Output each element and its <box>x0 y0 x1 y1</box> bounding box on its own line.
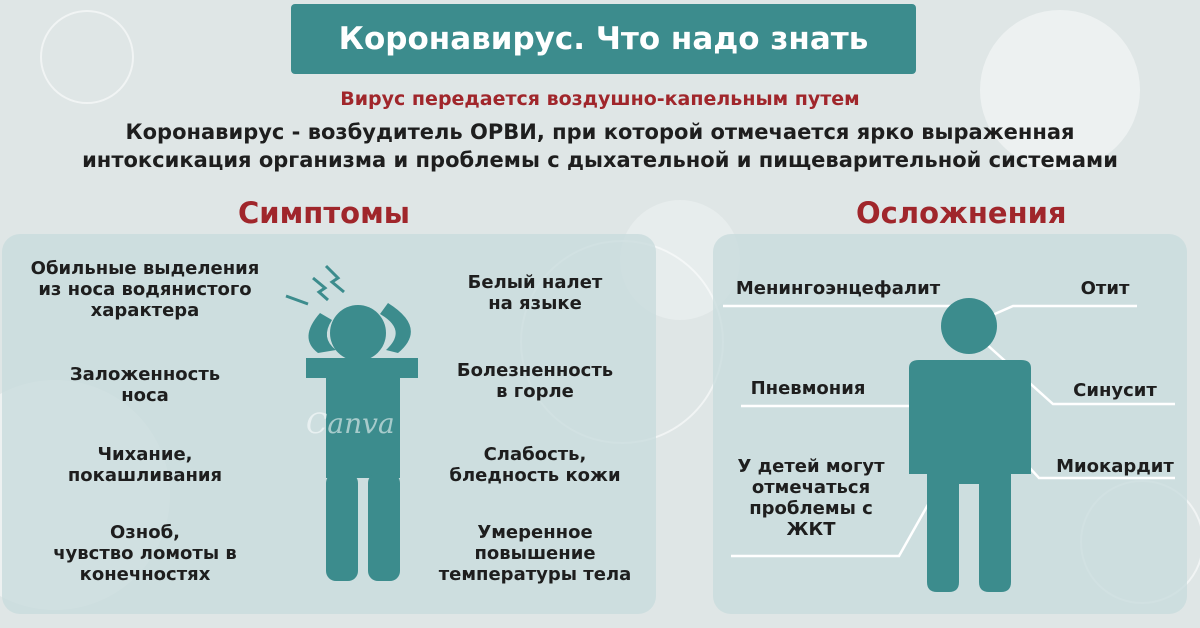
symptom-right-3: Слабость, бледность кожи <box>449 444 621 486</box>
symptom-left-2: Заложенность носа <box>69 364 221 406</box>
symptom-left-4: Озноб, чувство ломоты в конечностях <box>53 522 237 585</box>
complication-myocarditis: Миокардит <box>1056 456 1174 477</box>
description: Коронавирус - возбудитель ОРВИ, при которой отмечается ярко выраженная интоксикация организма и проблемы с дыхательной и пищеварительной системами <box>82 120 1118 172</box>
page-title: Коронавирус. Что надо знать <box>338 21 869 57</box>
symptom-right-4: Умеренное повышение температуры тела <box>438 522 632 585</box>
complication-sinusitis: Синусит <box>1073 380 1157 401</box>
complication-meningoencephalitis: Менингоэнцефалит <box>735 278 941 299</box>
subtitle: Вирус передается воздушно-капельным путем <box>340 88 860 110</box>
symptom-right-1: Белый налет на языке <box>467 272 603 314</box>
complication-pneumonia: Пневмония <box>750 378 866 399</box>
symptom-left-1: Обильные выделения из носа водянистого характера <box>30 258 260 321</box>
symptom-left-3: Чихание, покашливания <box>67 444 223 486</box>
complication-otitis: Отит <box>1080 278 1130 299</box>
complications-heading: Осложнения <box>856 196 1067 230</box>
symptom-right-2: Болезненность в горле <box>456 360 614 402</box>
symptoms-heading: Симптомы <box>238 196 411 230</box>
watermark: Canva <box>306 407 395 440</box>
complication-gi-children: У детей могут отмечаться проблемы с ЖКТ <box>737 456 885 540</box>
title-banner <box>291 4 916 74</box>
